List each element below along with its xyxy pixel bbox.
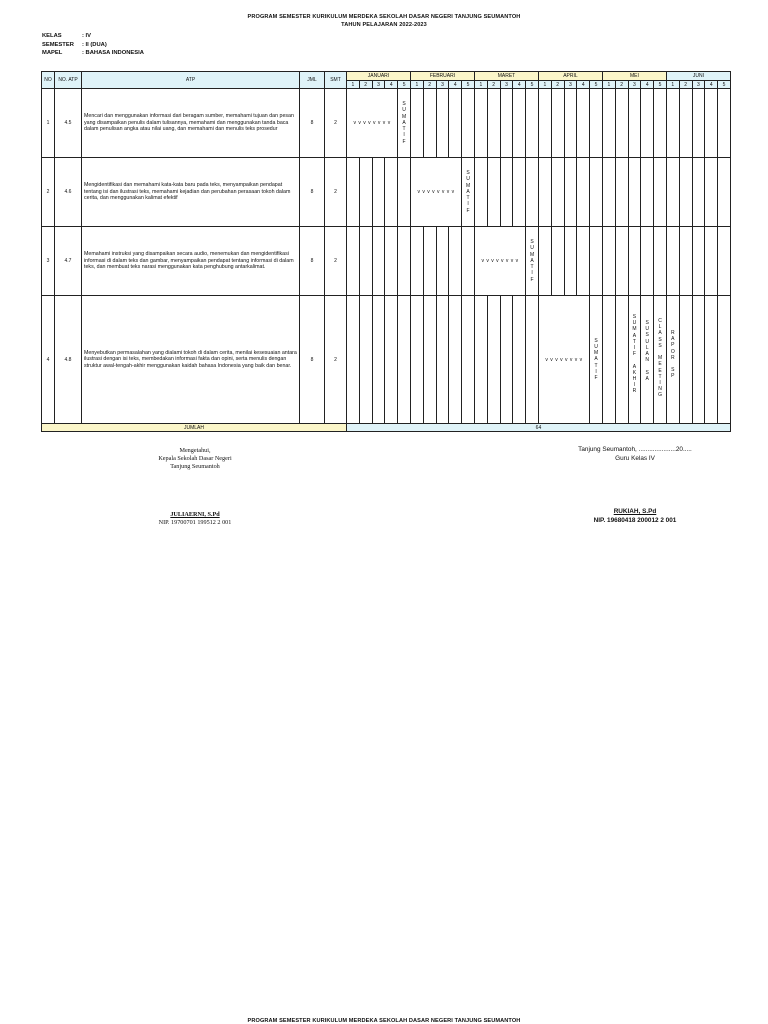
teacher-nip: NIP. 19680418 200012 2 001 (593, 516, 677, 524)
table-row (42, 158, 731, 227)
row-atp-text: Menyebutkan permasalahan yang dialami tokoh di dalam cerita, menilai kesesuaian antara ilustrasi dengan isi teks, membedakan informasi fakta dan opini, serta menulis dengan struktur awal-tengah-akhir menggunakan kaidah bahasa Indonesia yang baik dan benar. (82, 296, 300, 424)
jumlah-label: JUMLAH (42, 424, 347, 432)
week-number: 3 (436, 81, 449, 89)
row-smt: 2 (325, 296, 347, 424)
sumatif-marker: S U M A T I F (398, 89, 411, 158)
week-number: 5 (590, 81, 603, 89)
week-number: 3 (372, 81, 385, 89)
week-number: 2 (487, 81, 500, 89)
week-number: 2 (551, 81, 564, 89)
headmaster-name: JULIAERNI, S.Pd (170, 511, 220, 518)
row-atp-text: Mengidentifikasi dan memahami kata-kata baru pada teks, menyampaikan pendapat tentang isi dan ilustrasi teks, memahami kejadian dan perubahan perasaan tokoh dalam cerita, dan menggunakan kalimat efektif (82, 158, 300, 227)
row-jml: 8 (300, 227, 325, 296)
table-row (42, 227, 731, 296)
week-number: 2 (359, 81, 372, 89)
teacher-name: RUKIAH, S.Pd (613, 508, 657, 515)
row-atp-no: 4.8 (55, 296, 82, 424)
col-no-header: NO (42, 72, 55, 89)
week-number: 4 (385, 81, 398, 89)
program-table (41, 71, 731, 432)
month-juni: JUNI (666, 72, 730, 81)
week-number: 3 (500, 81, 513, 89)
week-number: 4 (449, 81, 462, 89)
row-atp-no: 4.7 (55, 227, 82, 296)
row-atp-no: 4.6 (55, 158, 82, 227)
month-april: APRIL (538, 72, 602, 81)
month-januari: JANUARI (347, 72, 411, 81)
document-title: PROGRAM SEMESTER KURIKULUM MERDEKA SEKOLAH DASAR NEGERI TANJUNG SEUMANTOH (247, 14, 521, 20)
row-no: 4 (42, 296, 55, 424)
week-marks: v v v v v v v v (538, 296, 589, 424)
week-number: 3 (564, 81, 577, 89)
week-number: 1 (410, 81, 423, 89)
sumatif-akhir-marker: S U M A T I F A K H I R (628, 296, 641, 424)
week-number: 2 (679, 81, 692, 89)
month-maret: MARET (474, 72, 538, 81)
row-no: 2 (42, 158, 55, 227)
week-number: 1 (474, 81, 487, 89)
col-atp-header: ATP (82, 72, 300, 89)
row-atp-text: Mencari dan menggunakan informasi dari beragam sumber, memahami tujuan dan pesan yang disampaikan penulis dalam tulisannya, memahami dan menggunakan tanda baca dalam penulisan angka atau nilai uang, dan memahami dan menulis teks prosedur (82, 89, 300, 158)
month-mei: MEI (602, 72, 666, 81)
week-number: 5 (654, 81, 667, 89)
table-row (42, 89, 731, 158)
total-row (42, 424, 731, 432)
row-atp-no: 4.5 (55, 89, 82, 158)
sumatif-marker: S U M A T I F (590, 296, 603, 424)
signature-right: Tanjung Seumantoh, .....................20..... Guru Kelas IV RUKIAH, S.Pd NIP. 19680418 200012 2 001 (560, 446, 710, 525)
week-number: 4 (705, 81, 718, 89)
week-number: 5 (398, 81, 411, 89)
row-no: 3 (42, 227, 55, 296)
week-number: 5 (462, 81, 475, 89)
row-atp-text: Memahami instruksi yang disampaikan secara audio, menemukan dan mengidentifikasi informasi di dalam teks dan gambar, menyampaikan pendapat tentang informasi di dalam teks, dan membuat teks narasi menggunakan kata penghubung antarkalimat. (82, 227, 300, 296)
week-number: 3 (692, 81, 705, 89)
row-jml: 8 (300, 296, 325, 424)
jumlah-total: 64 (347, 424, 731, 432)
week-number: 4 (513, 81, 526, 89)
rapor-sp-marker: R A P O R S P (666, 296, 679, 424)
meta-block (42, 32, 144, 58)
col-smt-header: SMT (325, 72, 347, 89)
row-smt: 2 (325, 227, 347, 296)
week-number: 1 (347, 81, 360, 89)
academic-year: TAHUN PELAJARAN 2022-2023 (341, 22, 427, 28)
col-no-atp-header: NO. ATP (55, 72, 82, 89)
week-number: 4 (641, 81, 654, 89)
week-marks: v v v v v v v v (410, 158, 461, 227)
row-smt: 2 (325, 89, 347, 158)
sumatif-marker: S U M A T I F (526, 227, 539, 296)
row-jml: 8 (300, 89, 325, 158)
week-number: 3 (628, 81, 641, 89)
headmaster-nip: NIP. 19700701 199512 2 001 (158, 519, 232, 526)
row-no: 1 (42, 89, 55, 158)
col-jml-header: JML (300, 72, 325, 89)
meta-kelas: KELAS : IV (42, 33, 92, 39)
row-jml: 8 (300, 158, 325, 227)
week-marks: v v v v v v v v (474, 227, 525, 296)
week-number: 1 (602, 81, 615, 89)
meta-mapel: MAPEL : BAHASA INDONESIA (42, 50, 144, 56)
week-number: 2 (423, 81, 436, 89)
week-number: 2 (615, 81, 628, 89)
next-page-title: PROGRAM SEMESTER KURIKULUM MERDEKA SEKOLAH DASAR NEGERI TANJUNG SEUMANTOH (247, 1018, 521, 1024)
row-smt: 2 (325, 158, 347, 227)
month-februari: FEBRUARI (410, 72, 474, 81)
week-number: 1 (666, 81, 679, 89)
table-row (42, 296, 731, 424)
signature-left: Mengetahui, Kepala Sekolah Dasar Negeri Tanjung Seumantoh JULIAERNI, S.Pd NIP. 19700701 199512 2 001 (130, 447, 260, 527)
week-number: 1 (538, 81, 551, 89)
week-marks: v v v v v v v v (347, 89, 398, 158)
class-meeting-marker: C L A S S M E E T I N G (654, 296, 667, 424)
meta-semester: SEMESTER : II (DUA) (42, 41, 107, 48)
susulan-sa-marker: S U S U L A N S A (641, 296, 654, 424)
week-number: 5 (718, 81, 731, 89)
week-number: 4 (577, 81, 590, 89)
sumatif-marker: S U M A T I F (462, 158, 475, 227)
week-number: 5 (526, 81, 539, 89)
